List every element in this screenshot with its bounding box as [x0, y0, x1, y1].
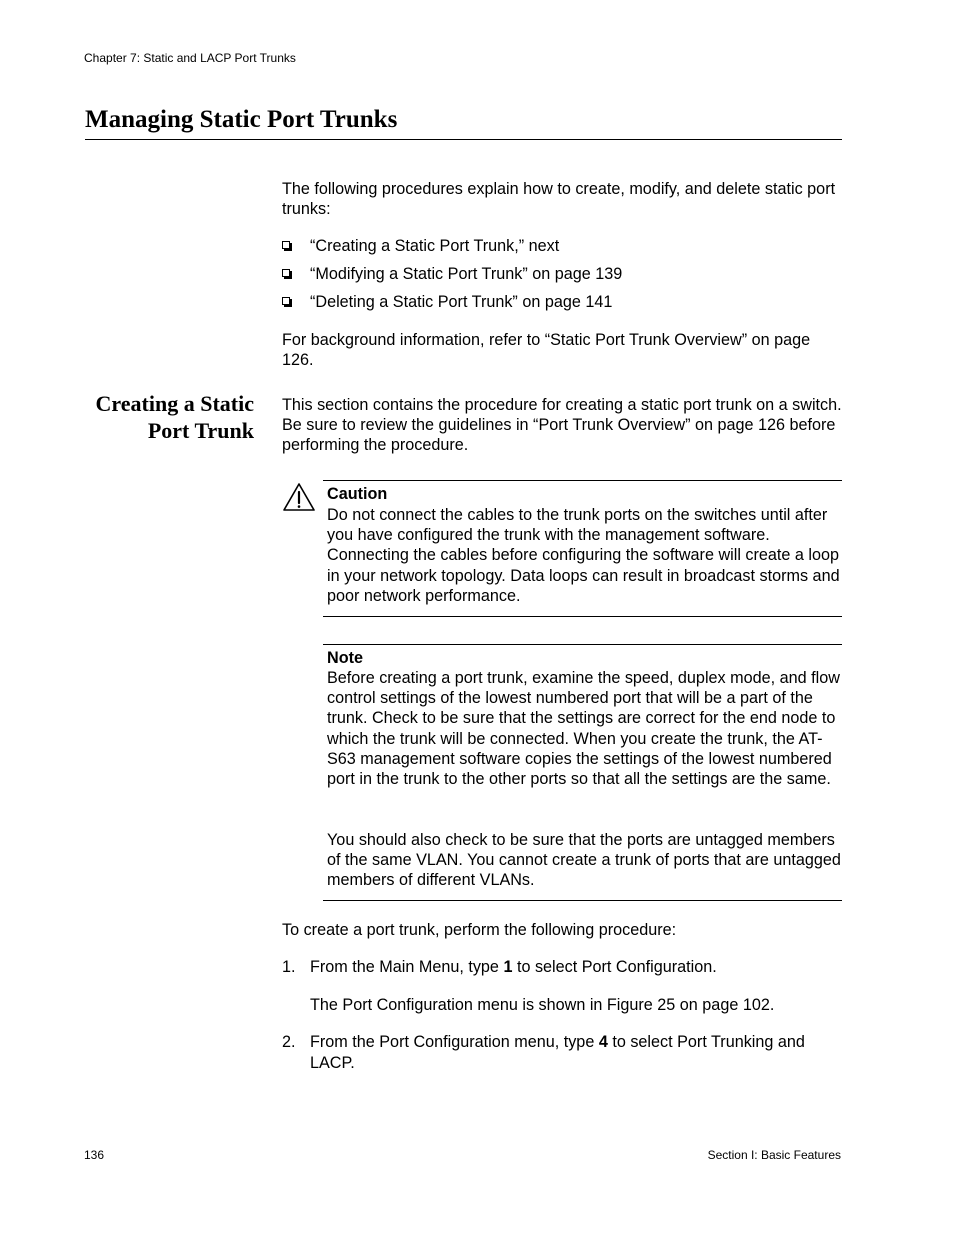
- list-item-text: “Modifying a Static Port Trunk” on page 139: [310, 265, 623, 283]
- note-paragraph-2: You should also check to be sure that the ports are untagged members of the same VLAN. You cannot create a trunk of ports that are untagged members of different VLANs.: [327, 831, 841, 890]
- list-item: [282, 236, 842, 264]
- checkbox-bullet-icon: [282, 241, 290, 249]
- section-heading-line2: Port Trunk: [147, 418, 254, 443]
- caution-label: Caution: [327, 485, 388, 503]
- section-intro-paragraph: This section contains the procedure for creating a static port trunk on a switch. Be sure to review the guidelines in “Port Trunk Overview” on page 126 before performing the procedure.: [282, 396, 842, 455]
- step-number: 2.: [282, 1033, 296, 1052]
- caution-top-rule: [323, 480, 842, 481]
- list-item-text: “Creating a Static Port Trunk,” next: [310, 237, 560, 255]
- running-header: Chapter 7: Static and LACP Port Trunks: [84, 51, 296, 65]
- list-item: [282, 292, 842, 320]
- step-text-before: From the Port Configuration menu, type: [310, 1033, 599, 1052]
- checkbox-bullet-icon: [282, 269, 290, 277]
- step-number: 1.: [282, 958, 296, 976]
- step-text-before: From the Main Menu, type: [310, 958, 504, 976]
- checkbox-bullet-icon: [282, 297, 290, 305]
- note-label: Note: [327, 649, 363, 667]
- caution-bottom-rule: [323, 616, 842, 617]
- section-heading: [60, 390, 254, 444]
- list-item: [282, 264, 842, 292]
- step-instruction: [310, 957, 842, 977]
- step-key: 4: [598, 1033, 608, 1052]
- step-key: 1: [503, 958, 513, 976]
- note-bottom-rule: [323, 900, 842, 901]
- list-item-text: “Deleting a Static Port Trunk” on page 141: [310, 293, 613, 311]
- caution-text: Do not connect the cables to the trunk ports on the switches until after you have configured the trunk with the management software. Connecting the cables before configuring the software will create a loop in your network topology. Data loops can result in broadcast storms and poor network performance.: [327, 506, 840, 605]
- note-callout: [282, 644, 842, 901]
- intro-paragraph: The following procedures explain how to create, modify, and delete static port trunks:: [282, 180, 836, 219]
- section-heading-line1: Creating a Static: [95, 391, 254, 416]
- step-result: The Port Configuration menu is shown in Figure 25 on page 102.: [310, 996, 775, 1015]
- warning-triangle-icon: [282, 482, 316, 512]
- page-number: 136: [84, 1148, 105, 1162]
- procedure-step: [282, 957, 842, 1015]
- note-top-rule: [323, 644, 842, 645]
- procedure-list: [282, 236, 842, 320]
- background-paragraph: For background information, refer to “Static Port Trunk Overview” on page 126.: [282, 331, 811, 370]
- step-text-after: to select Port Configuration.: [512, 958, 717, 976]
- note-paragraph-1: Before creating a port trunk, examine the speed, duplex mode, and flow control settings of the lowest numbered port that will be a part of the trunk. Check to be sure that the settings are correct for the end node to which the trunk will be connected. When you create the trunk, the AT-S63 management software copies the settings of the lowest numbered port in the trunk to the other ports so that all the settings are the same.: [327, 669, 840, 789]
- caution-callout: [282, 480, 842, 617]
- step-instruction: [310, 1032, 842, 1072]
- procedure-intro: To create a port trunk, perform the following procedure:: [282, 921, 677, 939]
- procedure-steps: [282, 957, 842, 1073]
- page-title: Managing Static Port Trunks: [85, 106, 398, 133]
- title-rule: [85, 139, 842, 140]
- footer-section: Section I: Basic Features: [707, 1148, 841, 1162]
- step-text-after: to select Port Trunking and LACP.: [310, 1033, 805, 1072]
- procedure-step: [282, 1032, 842, 1072]
